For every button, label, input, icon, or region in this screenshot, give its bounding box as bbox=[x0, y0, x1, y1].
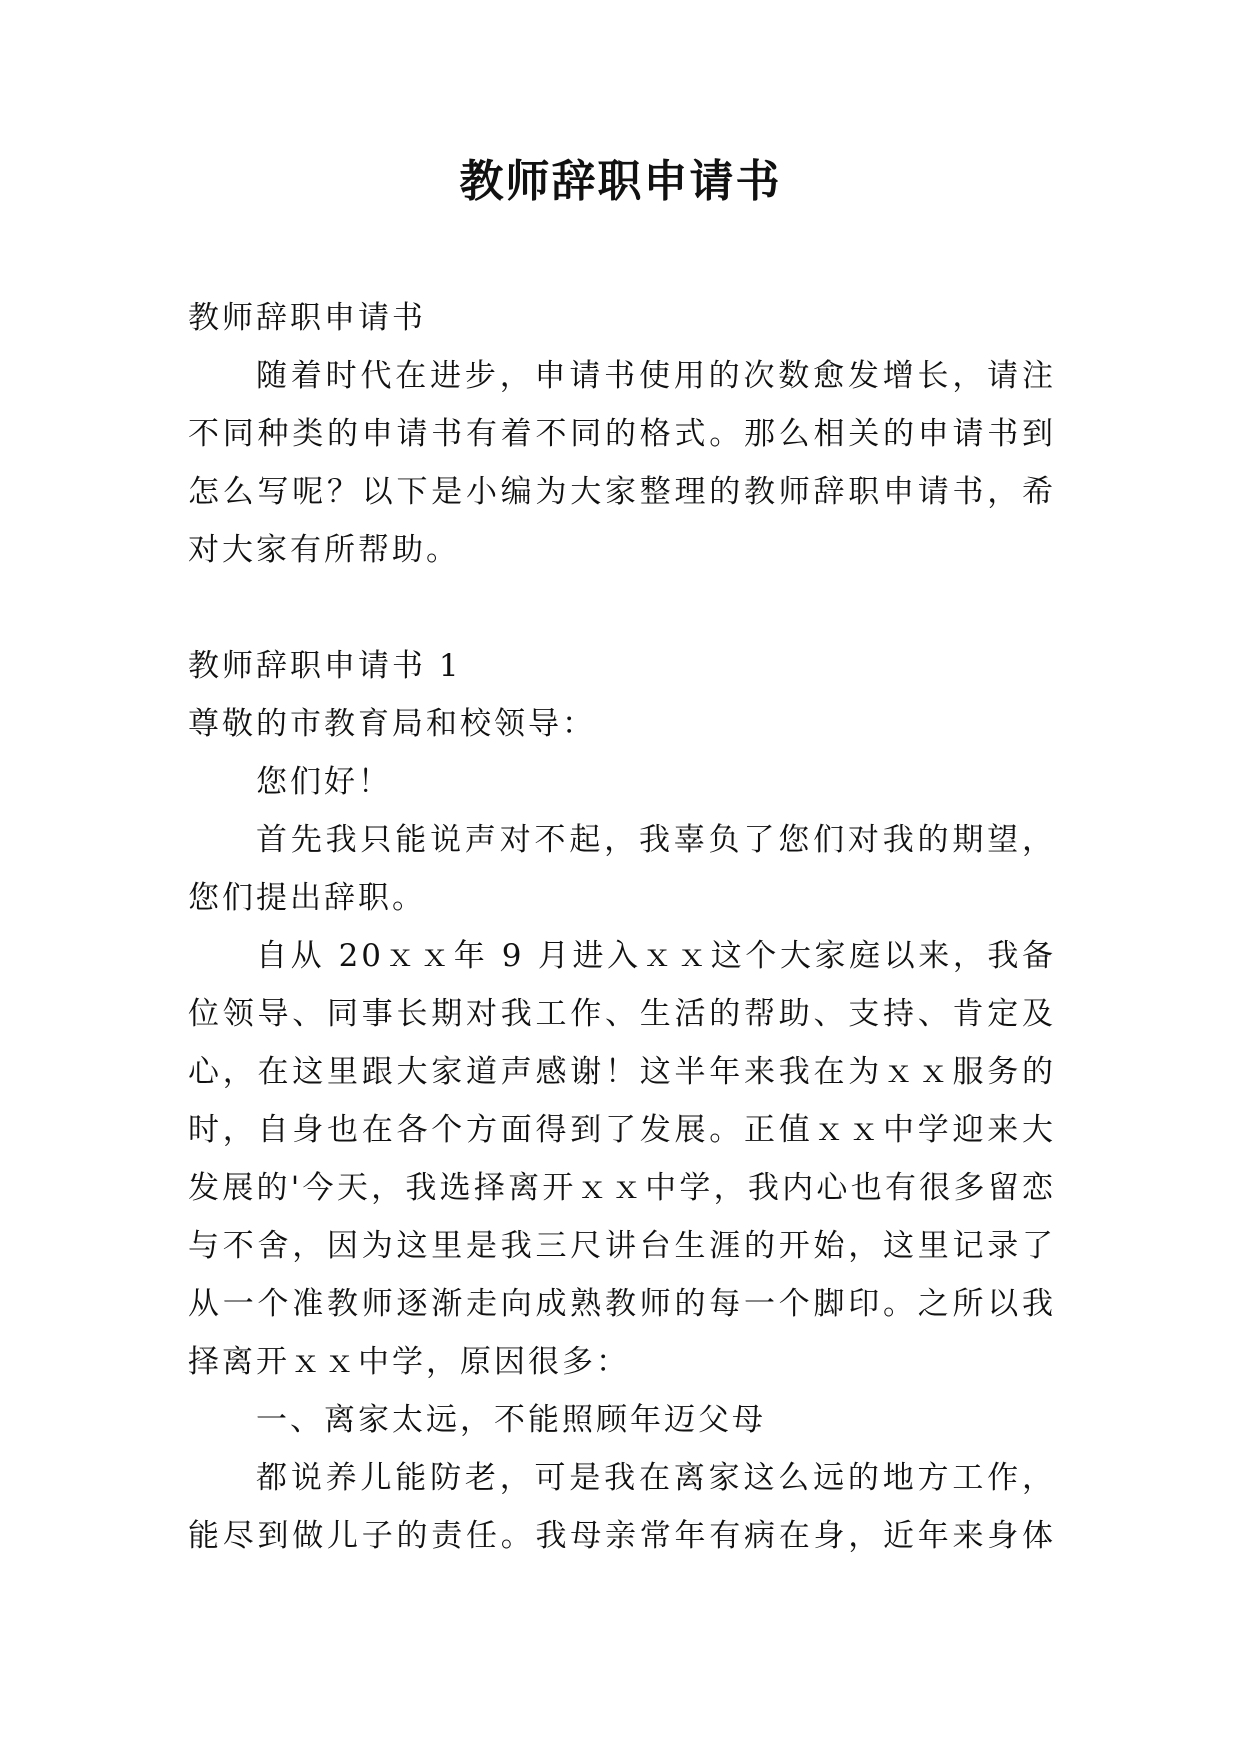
greeting: 您们好！ bbox=[256, 764, 392, 800]
paragraph-line: 能尽到做儿子的责任。我母亲常年有病在身，近年来身体 bbox=[188, 1518, 1056, 1554]
paragraph-line: 择离开ｘｘ中学，原因很多： bbox=[188, 1344, 630, 1380]
subtitle: 教师辞职申请书 bbox=[188, 300, 426, 336]
document-title: 教师辞职申请书 bbox=[459, 156, 782, 207]
intro-line: 随着时代在进步，申请书使用的次数愈发增长，请注 bbox=[256, 358, 1056, 394]
paragraph-line: 都说养儿能防老，可是我在离家这么远的地方工作， bbox=[256, 1460, 1056, 1496]
intro-line: 对大家有所帮助。 bbox=[188, 532, 460, 568]
intro-line: 怎么写呢？以下是小编为大家整理的教师辞职申请书，希 bbox=[188, 474, 1056, 510]
intro-line: 不同种类的申请书有着不同的格式。那么相关的申请书到 bbox=[188, 416, 1056, 452]
paragraph-line: 心，在这里跟大家道声感谢！这半年来我在为ｘｘ服务的 bbox=[188, 1054, 1056, 1090]
paragraph-line: 首先我只能说声对不起，我辜负了您们对我的期望， bbox=[256, 822, 1056, 858]
blank-line bbox=[188, 579, 1056, 637]
paragraph-line: 自从 20ｘｘ年 9 月进入ｘｘ这个大家庭以来，我备 bbox=[256, 938, 1056, 974]
paragraph-line: 发展的'今天，我选择离开ｘｘ中学，我内心也有很多留恋 bbox=[188, 1170, 1056, 1206]
paragraph-line: 与不舍，因为这里是我三尺讲台生涯的开始，这里记录了 bbox=[188, 1228, 1056, 1264]
paragraph-apology bbox=[188, 811, 1056, 927]
intro-paragraph bbox=[188, 347, 1056, 579]
paragraph-history bbox=[188, 927, 1056, 1391]
paragraph-reason-1 bbox=[188, 1449, 1056, 1565]
paragraph-line: 从一个准教师逐渐走向成熟教师的每一个脚印。之所以我 bbox=[188, 1286, 1056, 1322]
document-body bbox=[188, 289, 1056, 1565]
paragraph-line: 时，自身也在各个方面得到了发展。正值ｘｘ中学迎来大 bbox=[188, 1112, 1056, 1148]
paragraph-line: 您们提出辞职。 bbox=[188, 880, 426, 916]
section-heading: 教师辞职申请书 1 bbox=[188, 648, 462, 684]
paragraph-line: 位领导、同事长期对我工作、生活的帮助、支持、肯定及 bbox=[188, 996, 1056, 1032]
salutation: 尊敬的市教育局和校领导： bbox=[188, 706, 596, 742]
reason-heading: 一、离家太远，不能照顾年迈父母 bbox=[256, 1402, 766, 1438]
